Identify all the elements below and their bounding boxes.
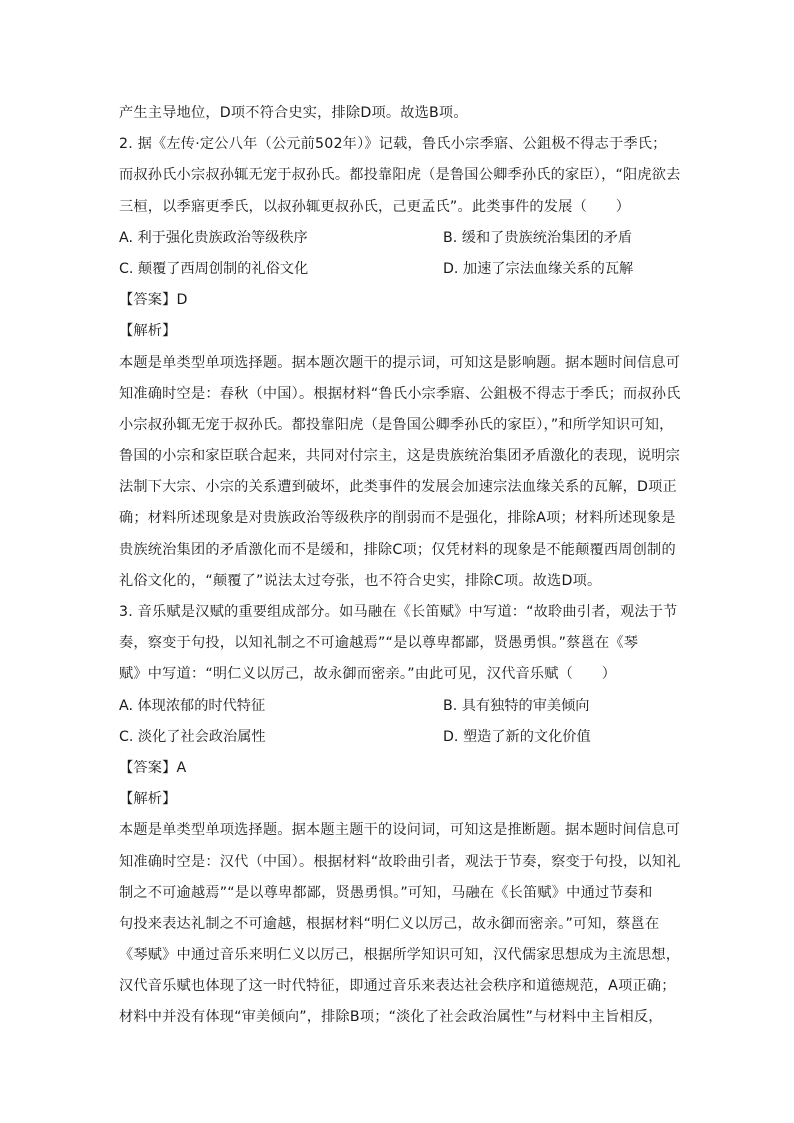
analysis-line: 小宗叔孙辄无宠于叔孙氏。都投靠阳虎（是鲁国公卿季孙氏的家臣），”和所学知识可知，: [119, 416, 674, 433]
q2-option-c: C. 颠覆了西周创制的礼俗文化: [119, 260, 309, 277]
q3-options-row-2: [119, 722, 679, 753]
analysis-line: 贵族统治集团的矛盾激化而不是缓和，排除C项；仅凭材料的现象是不能颠覆西周创制的: [119, 541, 676, 558]
q2-option-a: A. 利于强化贵族政治等级秩序: [119, 229, 308, 246]
question-2-stem: 2. 据《左传·定公八年（公元前502年）》记载，鲁氏小宗季寤、公鉏极不得志于季氏；: [119, 136, 667, 153]
analysis-line: 制之不可逾越焉”“是以尊卑都鄙，贤愚勇惧。”可知，马融在《长笛赋》中通过节奏和: [119, 884, 653, 901]
text-line: 赋》中写道：“明仁义以厉己，故永御而密亲。”由此可见，汉代音乐赋（ ）: [119, 666, 617, 683]
q2-options-row-2: [119, 254, 679, 285]
analysis-line: 礼俗文化的，“颠覆了”说法太过夸张，也不符合史实，排除C项。故选D项。: [119, 572, 602, 589]
analysis-line: 句投来表达礼制之不可逾越，根据材料“明仁义以厉己，故永御而密亲。”可知，蔡邕在: [119, 915, 660, 932]
analysis-line: 本题是单类型单项选择题。据本题主题干的设问词，可知这是推断题。据本题时间信息可: [119, 822, 681, 839]
analysis-line: 确；材料所述现象是对贵族政治等级秩序的削弱而不是强化，排除A项；材料所述现象是: [119, 510, 676, 527]
document-page: [119, 98, 679, 1034]
q3-option-d: D. 塑造了新的文化价值: [443, 728, 591, 745]
q3-option-b: B. 具有独特的审美倾向: [443, 697, 590, 714]
q3-option-c: C. 淡化了社会政治属性: [119, 728, 266, 745]
q3-options-row-1: [119, 691, 679, 722]
q2-option-b: B. 缓和了贵族统治集团的矛盾: [443, 229, 633, 246]
analysis-line: 鲁国的小宗和家臣联合起来，共同对付宗主，这是贵族统治集团矛盾激化的表现，说明宗: [119, 448, 681, 465]
analysis-line: 知准确时空是：春秋（中国）。根据材料“鲁氏小宗季寤、公鉏极不得志于季氏；而叔孙氏: [119, 385, 681, 402]
analysis-line: 法制下大宗、小宗的关系遭到破坏，此类事件的发展会加速宗法血缘关系的瓦解，D项正: [119, 479, 677, 496]
text-line: 奏，察变于句投，以知礼制之不可逾越焉”“是以尊卑都鄙，贤愚勇惧。”蔡邕在《琴: [119, 635, 639, 652]
analysis-line: 材料中并没有体现“审美倾向”，排除B项；“淡化了社会政治属性”与材料中主旨相反，: [119, 1009, 663, 1026]
q2-answer: 【答案】D: [119, 292, 188, 309]
analysis-line: 《琴赋》中通过音乐来明仁义以厉己，根据所学知识可知，汉代儒家思想成为主流思想，: [119, 947, 681, 964]
q3-option-a: A. 体现浓郁的时代特征: [119, 697, 266, 714]
analysis-line: 知准确时空是：汉代（中国）。根据材料“故聆曲引者，观法于节奏，察变于句投，以知礼: [119, 853, 681, 870]
analysis-line: 本题是单类型单项选择题。据本题次题干的提示词，可知这是影响题。据本题时间信息可: [119, 354, 681, 371]
text-line: 而叔孙氏小宗叔孙辄无宠于叔孙氏。都投靠阳虎（是鲁国公卿季孙氏的家臣），“阳虎欲去: [119, 167, 681, 184]
text-line: 三桓，以季寤更季氏，以叔孙辄更叔孙氏，己更孟氏”。此类事件的发展（ ）: [119, 198, 631, 215]
analysis-line: 汉代音乐赋也体现了这一时代特征，即通过音乐来表达社会秩序和道德规范，A项正确；: [119, 978, 676, 995]
text-line: 产生主导地位，D项不符合史实，排除D项。故选B项。: [119, 105, 468, 121]
q3-answer: 【答案】A: [119, 759, 187, 776]
q2-options-row-1: [119, 223, 679, 254]
q2-option-d: D. 加速了宗法血缘关系的瓦解: [443, 260, 634, 277]
q2-analysis-label: 【解析】: [119, 323, 177, 340]
question-3-stem: 3. 音乐赋是汉赋的重要组成部分。如马融在《长笛赋》中写道：“故聆曲引者，观法于节: [119, 604, 678, 620]
q3-analysis-label: 【解析】: [119, 791, 177, 808]
